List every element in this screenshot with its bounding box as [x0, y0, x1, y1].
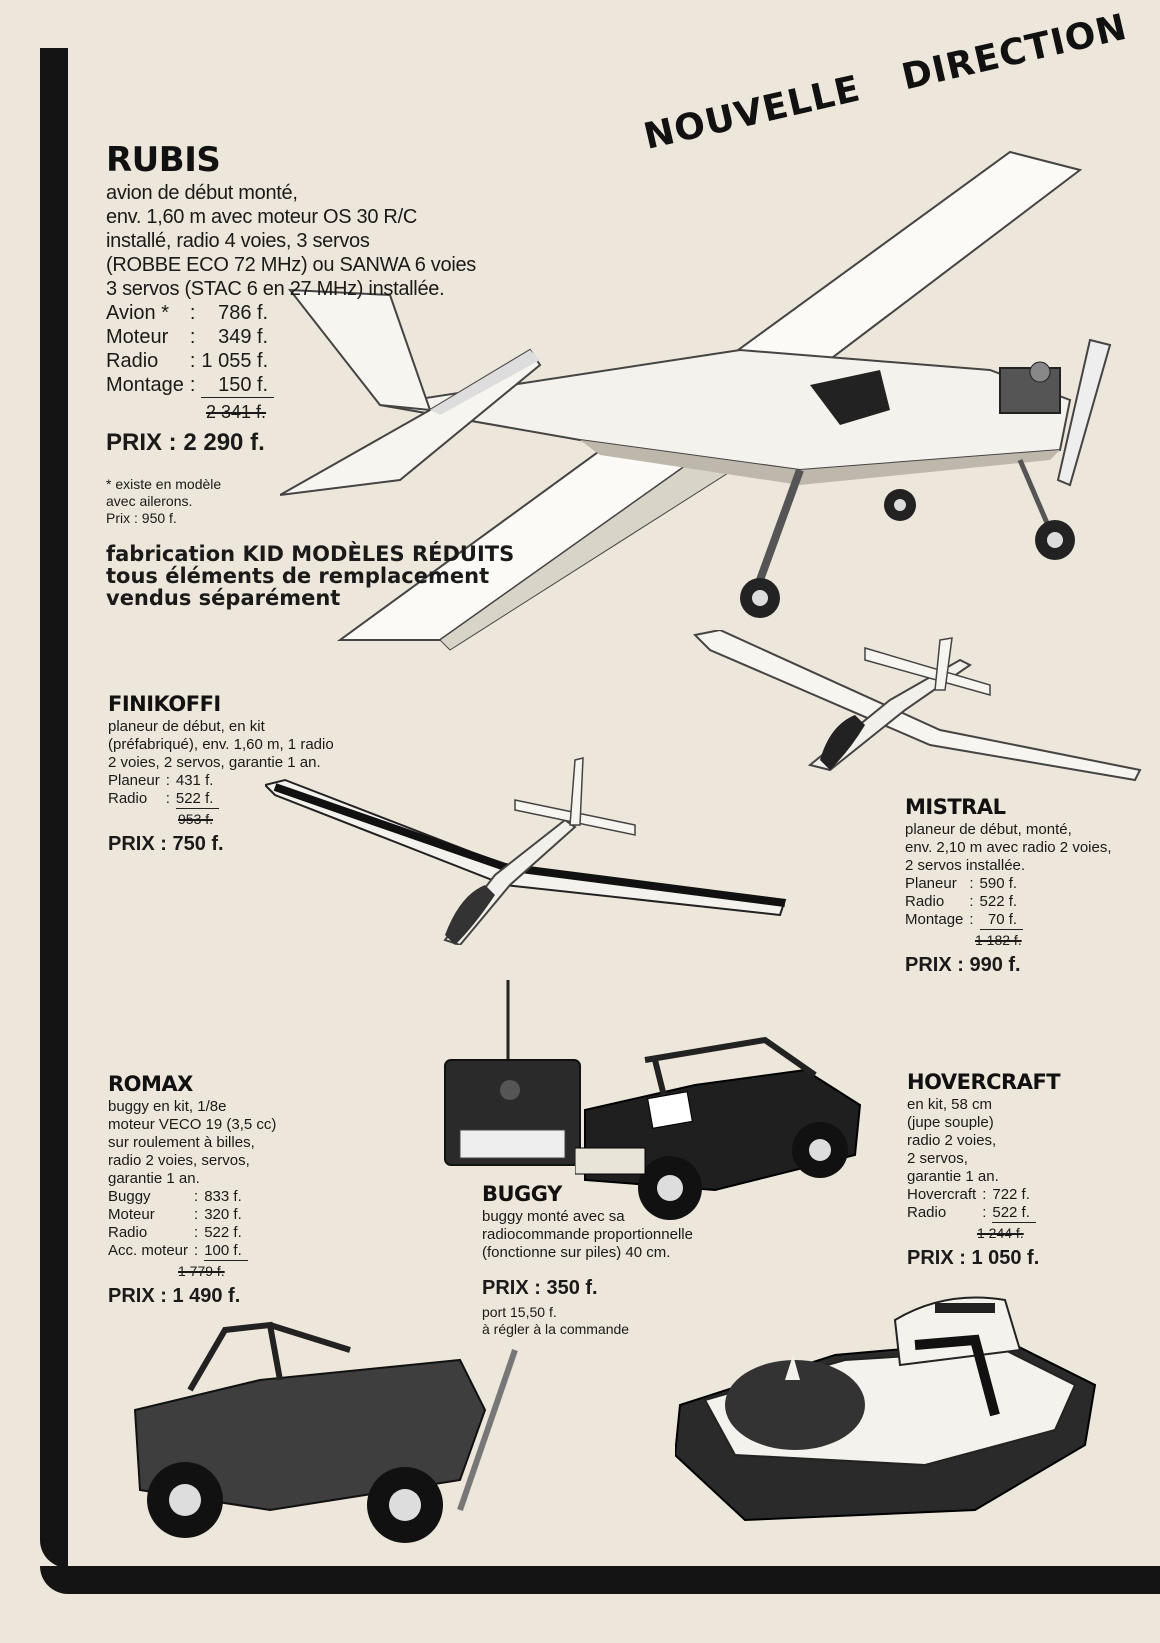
page-frame-left: [40, 48, 68, 1568]
product-name: ROMAX: [108, 1072, 193, 1096]
price-row: Acc. moteur : 100 f.: [108, 1242, 248, 1261]
price-row: Radio : 1 055 f.: [106, 349, 269, 372]
product-buggy: [482, 1182, 693, 1338]
product-description: en kit, 58 cm (jupe souple) radio 2 voies, 2 servos, garantie 1 an.: [907, 1096, 999, 1186]
product-description: buggy monté avec sa radiocommande proportionnelle (fonctionne sur piles) 40 cm.: [482, 1208, 693, 1262]
struck-total: 1 244 f.: [977, 1225, 1024, 1242]
price-list: [905, 875, 1023, 930]
product-rubis: [106, 140, 514, 609]
sale-price: PRIX : 2 290 f.: [106, 429, 265, 457]
glider-icon: [265, 755, 795, 945]
price-row: Avion * : 786 f.: [106, 301, 269, 324]
price-row: Montage : 70 f.: [905, 911, 1023, 930]
product-mistral: [905, 795, 1112, 977]
price-row: Radio : 522 f.: [905, 893, 1018, 911]
sale-price: PRIX : 1 050 f.: [907, 1246, 1040, 1269]
struck-total: 1 182 f.: [975, 932, 1022, 949]
struck-total: 953 f.: [178, 811, 214, 828]
headline: [640, 6, 1132, 158]
product-hovercraft: [907, 1070, 1060, 1270]
product-description: buggy en kit, 1/8e moteur VECO 19 (3,5 cc) sur roulement à billes, radio 2 voies, servos, garantie 1 an.: [108, 1098, 277, 1188]
price-row: Radio : 522 f.: [108, 790, 219, 809]
price-row: Planeur : 431 f.: [108, 772, 214, 790]
product-finikoffi: [108, 692, 334, 856]
struck-total: 1 779 f.: [178, 1263, 225, 1280]
rc-jeep-icon: [130, 1320, 520, 1550]
footnote: * existe en modèle avec ailerons. Prix : 950 f.: [106, 476, 222, 526]
price-row: Hovercraft : 722 f.: [907, 1186, 1030, 1204]
product-description: avion de début monté, env. 1,60 m avec moteur OS 30 R/C installé, radio 4 voies, 3 servos (ROBBE ECO 72 MHz) ou SANWA 6 voies 3 servos (STAC 6 en 27 MHz) installée.: [106, 181, 476, 300]
product-name: RUBIS: [106, 140, 221, 180]
sale-price: PRIX : 990 f.: [905, 953, 1021, 976]
product-name: MISTRAL: [905, 795, 1006, 819]
price-row: Moteur : 349 f.: [106, 325, 269, 348]
price-row: Moteur : 320 f.: [108, 1206, 242, 1224]
sale-price: PRIX : 1 490 f.: [108, 1284, 241, 1307]
transmitter-icon: [440, 980, 590, 1170]
sale-price: PRIX : 750 f.: [108, 832, 224, 855]
product-description: planeur de début, en kit (préfabriqué), env. 1,60 m, 1 radio 2 voies, 2 servos, garantie 1 an.: [108, 718, 334, 772]
product-name: BUGGY: [482, 1182, 562, 1206]
price-row: Buggy : 833 f.: [108, 1188, 242, 1206]
shipping-note: port 15,50 f. à régler à la commande: [482, 1304, 630, 1337]
headline-word: NOUVELLE: [640, 68, 865, 158]
sale-price: PRIX : 350 f.: [482, 1277, 598, 1300]
price-list: [108, 1188, 248, 1261]
headline-word: DIRECTION: [898, 6, 1132, 99]
maker-text: fabrication KID MODÈLES RÉDUITS tous éléments de remplacement vendus séparément: [106, 541, 515, 610]
price-row: Radio : 522 f.: [108, 1224, 242, 1242]
price-list: [108, 772, 219, 809]
hovercraft-icon: [675, 1295, 1105, 1550]
price-row: Radio : 522 f.: [907, 1204, 1036, 1223]
price-row: Montage : 150 f.: [106, 373, 274, 398]
product-name: HOVERCRAFT: [907, 1070, 1061, 1094]
price-row: Planeur : 590 f.: [905, 875, 1018, 893]
product-description: planeur de début, monté, env. 2,10 m avec radio 2 voies, 2 servos installée.: [905, 821, 1112, 875]
price-list: [907, 1186, 1036, 1223]
price-list: [106, 301, 274, 398]
struck-total: 2 341 f.: [206, 401, 267, 422]
product-name: FINIKOFFI: [108, 692, 221, 716]
page-frame-bottom: [40, 1566, 1160, 1594]
product-romax: [108, 1072, 276, 1308]
